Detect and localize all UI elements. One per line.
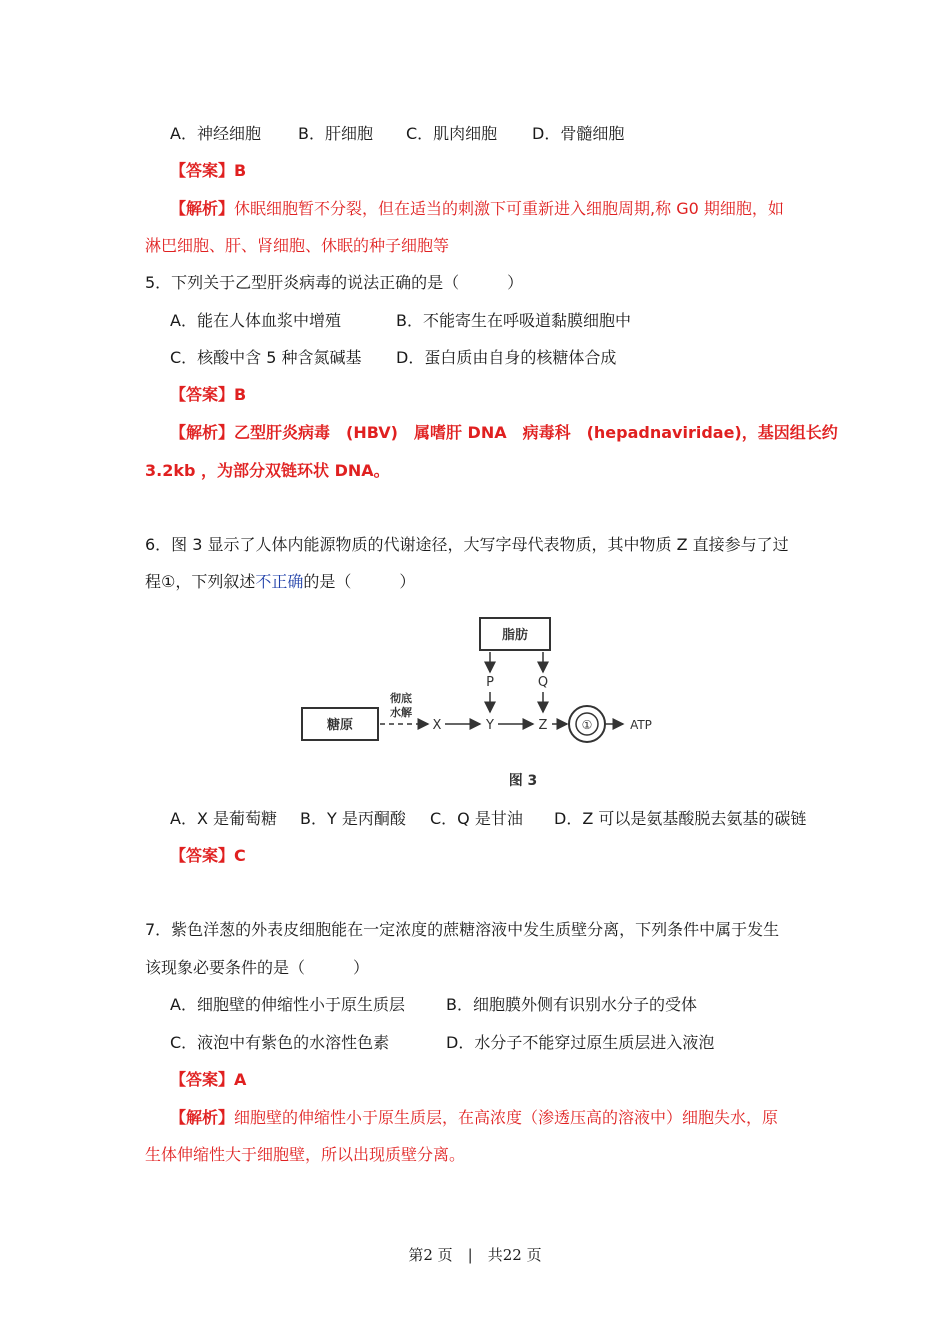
q4-option-d: D．骨髓细胞 xyxy=(532,124,625,143)
q5-option-b: B．不能寄生在呼吸道黏膜细胞中 xyxy=(396,311,631,330)
q-label: Q xyxy=(537,675,549,690)
figure-caption: 图 3 xyxy=(508,773,538,789)
process-label: ① xyxy=(581,718,593,732)
q5-answer: 【答案】B xyxy=(170,385,247,404)
q6-option-c: C．Q 是甘油 xyxy=(430,809,523,828)
q7-option-c: C．液泡中有紫色的水溶性色素 xyxy=(170,1033,390,1052)
q6-answer: 【答案】C xyxy=(170,846,246,865)
q4-option-c: C．肌肉细胞 xyxy=(406,124,498,143)
glycogen-label: 糖原 xyxy=(326,718,354,733)
q5-stem: 5．下列关于乙型肝炎病毒的说法正确的是（ ） xyxy=(145,273,524,292)
page-footer: 第2 页 | 共22 页 xyxy=(408,1246,542,1264)
fat-label: 脂肪 xyxy=(501,628,529,643)
q7-option-b: B．细胞膜外侧有识别水分子的受体 xyxy=(446,995,697,1014)
atp-label: ATP xyxy=(630,718,652,732)
q7-option-a: A．细胞壁的伸缩性小于原生质层 xyxy=(170,995,405,1014)
p-label: P xyxy=(486,675,494,690)
q7-analysis-line2: 生体伸缩性大于细胞壁，所以出现质壁分离。 xyxy=(145,1145,466,1164)
q5-option-c: C．核酸中含 5 种含氮碱基 xyxy=(170,348,362,367)
q6-option-b: B．Y 是丙酮酸 xyxy=(300,809,406,828)
q7-answer: 【答案】A xyxy=(170,1070,247,1089)
q4-option-a: A．神经细胞 xyxy=(170,124,261,143)
x-label: X xyxy=(432,718,442,733)
q6-stem-line2: 程①，下列叙述不正确的是（ ） xyxy=(145,572,416,591)
z-label: Z xyxy=(538,718,548,733)
q7-stem-line1: 7．紫色洋葱的外表皮细胞能在一定浓度的蔗糖溶液中发生质壁分离，下列条件中属于发生 xyxy=(145,920,780,939)
q5-analysis-line2: 3.2kb ，为部分双链环状 DNA。 xyxy=(145,461,390,480)
q5-analysis-line1: 【解析】乙型肝炎病毒 (HBV) 属嗜肝 DNA 病毒科 (hepadnaviridae)，基因组长约 xyxy=(170,423,838,442)
q7-option-d: D．水分子不能穿过原生质层进入液泡 xyxy=(446,1033,715,1052)
q6-stem-line1: 6．图 3 显示了人体内能源物质的代谢途径，大写字母代表物质，其中物质 Z 直接参与了过 xyxy=(145,535,789,554)
hydrolysis-label-2: 水解 xyxy=(390,706,412,719)
q6-option-a: A．X 是葡萄糖 xyxy=(170,809,277,828)
q7-analysis-line1: 【解析】细胞壁的伸缩性小于原生质层，在高浓度（渗透压高的溶液中）细胞失水，原 xyxy=(170,1108,779,1127)
metabolism-diagram xyxy=(290,610,670,800)
q4-analysis-line2: 淋巴细胞、肝、肾细胞、休眠的种子细胞等 xyxy=(145,236,450,255)
q4-option-b: B．肝细胞 xyxy=(298,124,373,143)
q4-answer: 【答案】B xyxy=(170,161,247,180)
q7-stem-line2: 该现象必要条件的是（ ） xyxy=(145,958,370,977)
q4-analysis-line1: 【解析】休眠细胞暂不分裂，但在适当的刺激下可重新进入细胞周期,称 G0 期细胞，如 xyxy=(170,199,784,218)
y-label: Y xyxy=(486,718,494,733)
q6-option-d: D．Z 可以是氨基酸脱去氨基的碳链 xyxy=(554,809,807,828)
q5-option-d: D．蛋白质由自身的核糖体合成 xyxy=(396,348,617,367)
q5-option-a: A．能在人体血浆中增殖 xyxy=(170,311,341,330)
hydrolysis-label-1: 彻底 xyxy=(390,692,412,705)
